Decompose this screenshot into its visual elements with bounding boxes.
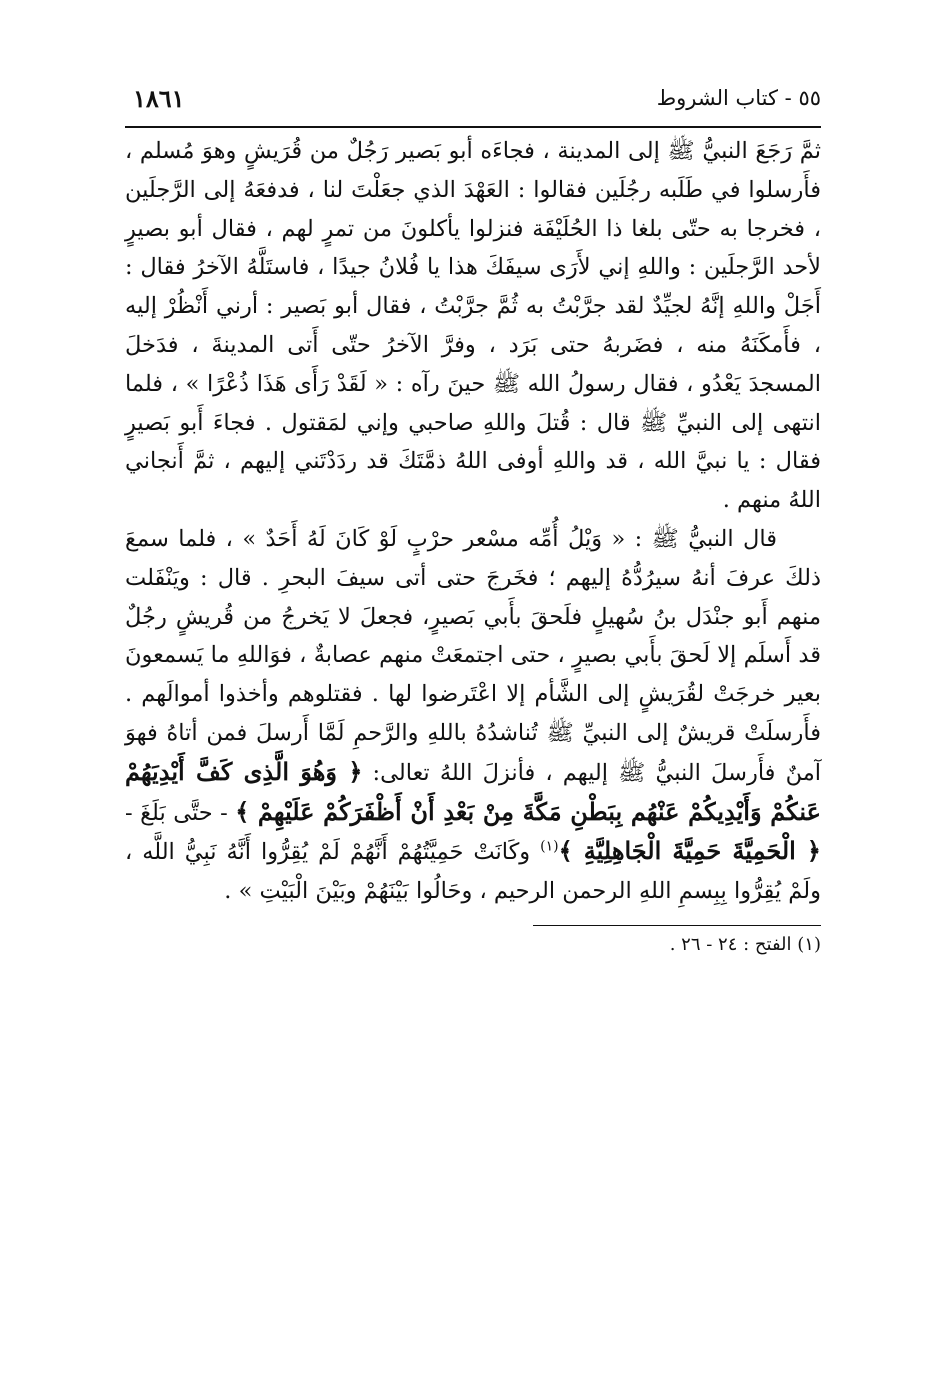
- paragraph-1: [125, 132, 821, 520]
- footnote: (١) الفتح : ٢٤ - ٢٦ .: [669, 933, 821, 955]
- document-page: [125, 78, 821, 958]
- paragraph-2: [125, 520, 821, 911]
- page-header: [125, 78, 821, 122]
- header-rule: [125, 126, 821, 128]
- page-number: ١٨٦١: [133, 84, 185, 113]
- quran-verse: ﴿ الْحَمِيَّةَ حَمِيَّةَ الْجَاهِلِيَّةِ ﴾: [558, 836, 821, 866]
- body-text: [125, 132, 821, 911]
- footnote-marker[interactable]: (١): [540, 838, 559, 855]
- footnote-rule: [533, 925, 821, 926]
- paragraph-text: ثمَّ رَجَعَ النبيُّ ﷺ إلى المدينة ، فجاءَه أبو بَصير رَجُلٌ من قُرَيشٍ وهوَ مُسلم ، فأَرسلوا في طَلَبه رجُلَين فقالوا : العَهْدَ الذي جعَلْتَ لنا ، فدفعَهُ إلى الرَّجلَين ، فخرجا به حتّى بلغا ذا الحُلَيْفَة فنزلوا يأكلونَ من تمرٍ لهم ، فقال أبو بصيرٍ لأحد الرَّجلَين : واللهِ إني لأَرَى سيفَكَ هذا يا فُلانُ جيدًا ، فاستَلَّهُ الآخرُ فقال : أَجَلْ واللهِ إنَّهُ لجيِّدٌ لقد جرَّبْتُ به ثُمَّ جرَّبْتُ ، فقال أبو بَصير : أرني أَنْظُرْ إليه ، فأَمكَنَهُ منه ، فضَربهُ حتى بَرَد ، وفرَّ الآخرُ حتّى أَتى المدينةَ ، فدَخلَ المسجدَ يَعْدُو ، فقال رسولُ الله ﷺ حينَ رآه : « لَقَدْ رَأَى هَذَا ذُعْرًا » ، فلما انتهى إلى النبيِّ ﷺ قال : قُتلَ واللهِ صاحبي وإني لمَقتول . فجاءَ أَبو بَصيرٍ فقال : يا نبيَّ الله ، قد واللهِ أوفى اللهُ ذمَّتَكَ قد ردَدْتَني إليهم ، ثمَّ أَنجاني اللهُ منهم .: [125, 138, 821, 514]
- quran-verse: ﴿ وَهُوَ الَّذِى كَفَّ أَيْدِيَهُمْ عَنكُمْ وَأَيْدِيكُمْ عَنْهُم بِبَطْنِ مَكَّةَ مِنْ بَعْدِ أَنْ أَظْفَرَكُمْ عَلَيْهِمْ ﴾: [125, 756, 821, 826]
- paragraph-text: - حتَّى بَلَغَ -: [125, 799, 236, 826]
- paragraph-text: وكَانَتْ حَمِيَّتُهُمْ أَنَّهُمْ لَمْ يُقِرُّوا أَنَّهُ نَبِيُّ اللَّه ، ولَمْ يُقِرُّوا بِبِسمِ اللهِ الرحمن الرحيم ، وحَالُوا بَيْنَهُمْ وبَيْنَ الْبَيْتِ » .: [125, 839, 821, 905]
- chapter-title: ٥٥ - كتاب الشروط: [656, 86, 821, 110]
- paragraph-text: قال النبيُّ ﷺ : « وَيْلُ أُمِّه مسْعر حرْبٍ لَوْ كَانَ لَهُ أَحَدٌ » ، فلما سمعَ ذلكَ عرفَ أنهُ سيرُدُّهُ إليهم ؛ فخَرجَ حتى أتى سيفَ البحرِ . قال : ويَنْفَلت منهم أَبو جنْدَل بنُ سُهيلٍ فلَحقَ بأَبي بَصيرٍ، فجعلَ لا يَخرجُ من قُريشٍ رجُلٌ قد أَسلَم إلا لَحقَ بأَبي بصيرٍ ، حتى اجتمعَتْ منهم عصابةٌ ، فوَاللهِ ما يَسمعونَ بعير خرجَتْ لقُرَيشٍ إلى الشَّأم إلا اعْتَرضوا لها . فقتلوهم وأخذوا أموالَهم . فأَرسلَتْ قريشٌ إلى النبيِّ ﷺ تُناشدُهُ باللهِ والرَّحمِ لَمَّا أَرسلَ فمن أتاهُ فهوَ آمنٌ فأَرسلَ النبيُّ ﷺ إليهم ، فأنزلَ اللهُ تعالى:: [125, 525, 822, 786]
